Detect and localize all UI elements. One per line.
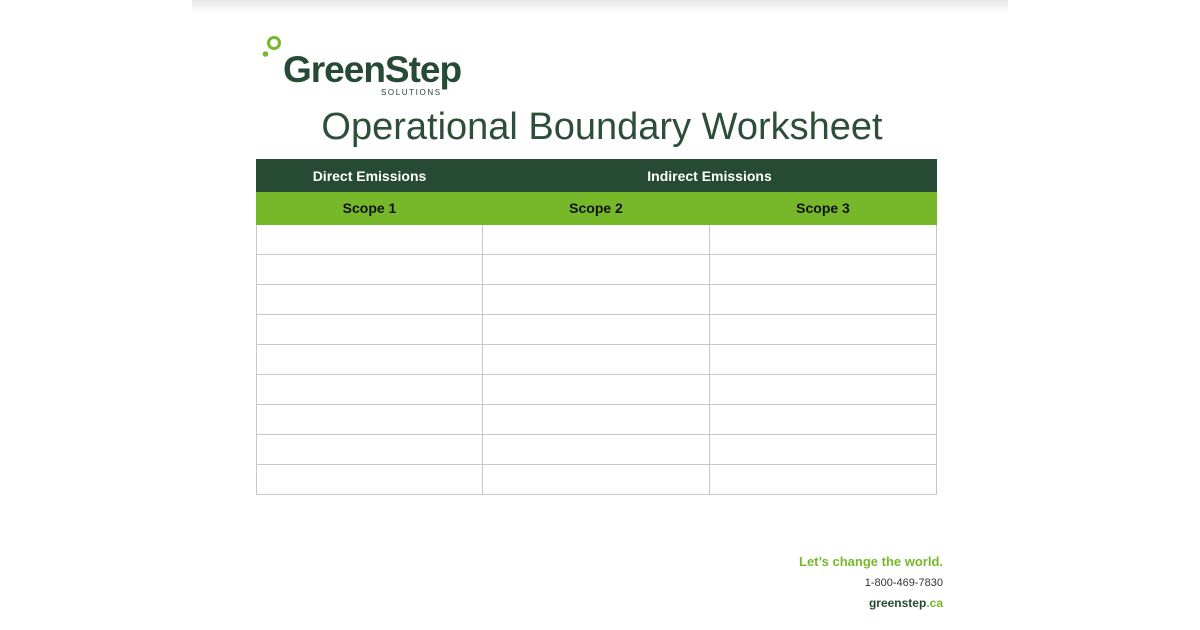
scope-3-cell[interactable] [710, 255, 937, 285]
scope-1-cell[interactable] [257, 225, 483, 255]
scope-2-cell[interactable] [483, 345, 710, 375]
scope-3-cell[interactable] [710, 465, 937, 495]
table-row [257, 345, 937, 375]
logo-wordmark: GreenStep [283, 49, 462, 90]
scope-2-cell[interactable] [483, 315, 710, 345]
scope-1-header: Scope 1 [257, 192, 483, 225]
scope-2-cell[interactable] [483, 375, 710, 405]
table-row [257, 435, 937, 465]
scope-3-cell[interactable] [710, 285, 937, 315]
scope-1-cell[interactable] [257, 405, 483, 435]
table-row [257, 315, 937, 345]
table-row [257, 375, 937, 405]
scope-3-cell[interactable] [710, 225, 937, 255]
scope-1-cell[interactable] [257, 435, 483, 465]
footer-phone: 1-800-469-7830 [864, 577, 943, 589]
scope-2-cell[interactable] [483, 465, 710, 495]
scope-3-cell[interactable] [710, 375, 937, 405]
scope-3-cell[interactable] [710, 435, 937, 465]
table-row [257, 225, 937, 255]
scope-2-cell[interactable] [483, 225, 710, 255]
page-title: Operational Boundary Worksheet [321, 106, 883, 148]
scope-1-cell[interactable] [257, 315, 483, 345]
website-tld: .ca [926, 596, 943, 610]
boundary-table [256, 159, 937, 495]
scope-1-cell[interactable] [257, 285, 483, 315]
scope-2-cell[interactable] [483, 435, 710, 465]
scope-3-cell[interactable] [710, 315, 937, 345]
scope-2-cell[interactable] [483, 285, 710, 315]
emissions-group-header-row [257, 160, 937, 192]
website-name: greenstep [868, 596, 927, 610]
scope-1-cell[interactable] [257, 465, 483, 495]
worksheet-page [192, 0, 1008, 630]
scope-1-cell[interactable] [257, 375, 483, 405]
scope-2-cell[interactable] [483, 405, 710, 435]
scope-header-row [257, 192, 937, 225]
direct-emissions-header: Direct Emissions [257, 160, 483, 192]
scope-3-header: Scope 3 [710, 192, 937, 225]
table-row [257, 405, 937, 435]
table-row [257, 285, 937, 315]
scope-2-header: Scope 2 [483, 192, 710, 225]
indirect-emissions-header: Indirect Emissions [483, 160, 937, 192]
scope-3-cell[interactable] [710, 405, 937, 435]
logo-subtitle: SOLUTIONS [381, 88, 442, 97]
scope-1-cell[interactable] [257, 255, 483, 285]
table-row [257, 255, 937, 285]
scope-3-cell[interactable] [710, 345, 937, 375]
scope-1-cell[interactable] [257, 345, 483, 375]
worksheet-body [257, 225, 937, 495]
footer-tagline: Let’s change the world. [799, 554, 943, 569]
scope-2-cell[interactable] [483, 255, 710, 285]
greenstep-logo [262, 34, 482, 98]
footer-website[interactable] [869, 596, 943, 610]
table-row [257, 465, 937, 495]
